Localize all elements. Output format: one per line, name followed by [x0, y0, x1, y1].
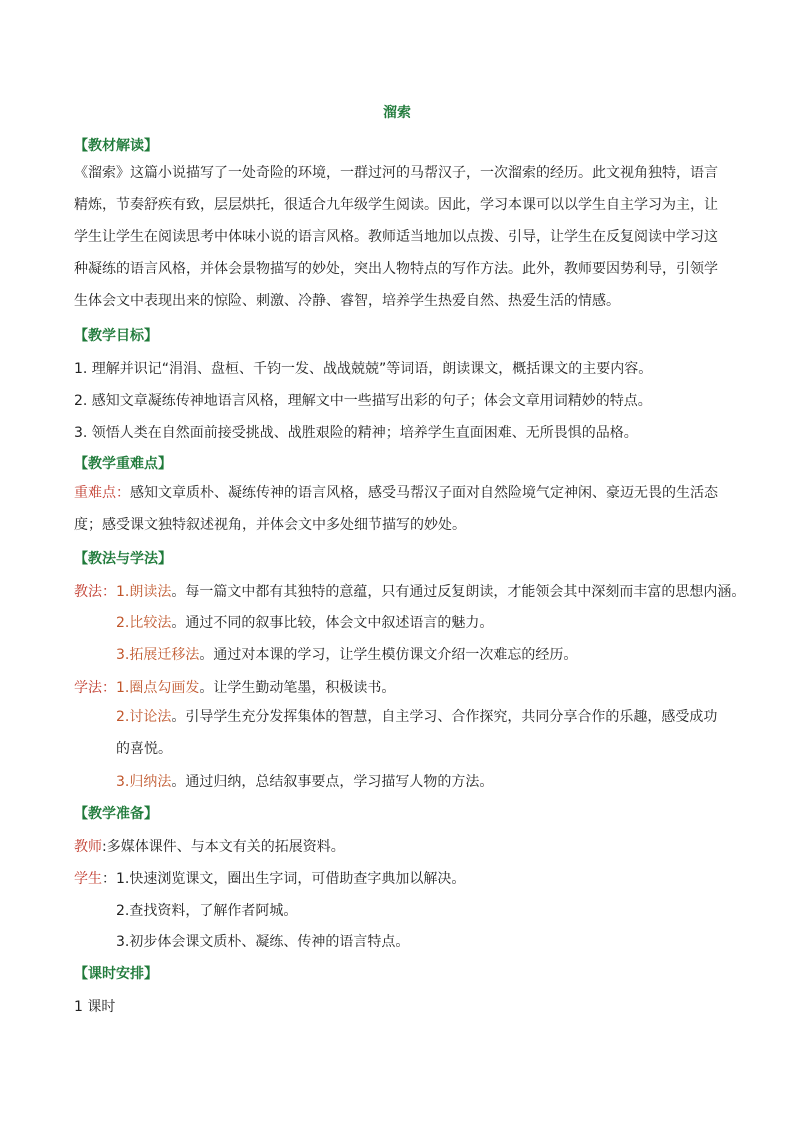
teaching-label: 教法：	[74, 584, 116, 600]
student-preparation-2: 2.查找资料，了解作者阿城。	[116, 903, 298, 919]
schedule-text: 1 课时	[74, 999, 116, 1015]
teaching-method-3: 3.拓展迁移法。通过对本课的学习，让学生模仿课文介绍一次难忘的经历。	[116, 647, 578, 663]
key-points-label: 重难点：	[74, 485, 130, 501]
method-name: 讨论法	[129, 709, 172, 725]
objective-item-3: 3. 领悟人类在自然面前接受挑战、战胜艰险的精神；培养学生直面困难、无所畏惧的品格。	[74, 425, 638, 441]
section-heading-schedule: 【课时安排】	[74, 966, 158, 982]
section-heading-preparation: 【教学准备】	[74, 806, 158, 822]
teaching-method-1: 教法：1.朗读法。每一篇文中都有其独特的意蕴，只有通过反复朗读，才能领会其中深刻而丰富的思想内涵。	[74, 584, 746, 600]
learning-method-1: 学法：1.圈点勾画发。让学生勤动笔墨，积极读书。	[74, 680, 396, 696]
objective-item-1: 1. 理解并识记“涓涓、盘桓、千钧一发、战战兢兢”等词语，朗读课文，概括课文的主要内容。	[74, 361, 653, 377]
method-name: 拓展迁移法	[129, 647, 200, 663]
method-name: 归纳法	[129, 774, 172, 790]
method-name: 朗读法	[129, 584, 172, 600]
teacher-label: 教师	[74, 839, 102, 855]
textbook-analysis-paragraph: 《溜索》这篇小说描写了一处奇险的环境，一群过河的马帮汉子，一次溜索的经历。此文视角独特，语言精炼，节奏舒疾有致，层层烘托，很适合九年级学生阅读。因此，学习本课可以以学生自主学习为主，让学生让学生在阅读思考中体味小说的语言风格。教师适当地加以点拨、引导，让学生在反复阅读中学习这种凝练的语言风格，并体会景物描写的妙处，突出人物特点的写作方法。此外，教师要因势利导，引领学生体会文中表现出来的惊险、刺激、冷静、睿智，培养学生热爱自然、热爱生活的情感。	[74, 165, 718, 309]
teacher-preparation: 教师:多媒体课件、与本文有关的拓展资料。	[74, 839, 345, 855]
method-name: 比较法	[129, 615, 172, 631]
section-heading-key-points: 【教学重难点】	[74, 456, 172, 472]
objective-item-2: 2. 感知文章凝练传神地语言风格，理解文中一些描写出彩的句子；体会文章用词精妙的特点。	[74, 393, 652, 409]
method-name: 圈点勾画发	[129, 680, 200, 696]
student-label: 学生	[74, 871, 102, 887]
student-preparation-3: 3.初步体会课文质朴、凝练、传神的语言特点。	[116, 934, 410, 950]
teaching-method-2: 2.比较法。通过不同的叙事比较，体会文中叙述语言的魅力。	[116, 615, 494, 631]
page-title: 溜索	[383, 105, 411, 121]
section-heading-textbook: 【教材解读】	[74, 138, 158, 154]
section-heading-methods: 【教法与学法】	[74, 551, 172, 567]
learning-label: 学法：	[74, 680, 116, 696]
key-points-paragraph	[74, 477, 726, 541]
key-points-text: 感知文章质朴、凝练传神的语言风格，感受马帮汉子面对自然险境气定神闲、豪迈无畏的生活态度；感受课文独特叙述视角，并体会文中多处细节描写的妙处。	[74, 485, 718, 533]
learning-method-3: 3.归纳法。通过归纳，总结叙事要点，学习描写人物的方法。	[116, 774, 494, 790]
student-preparation-1: 学生：1.快速浏览课文，圈出生字词，可借助查字典加以解决。	[74, 871, 466, 887]
learning-method-2: 2.讨论法。引导学生充分发挥集体的智慧，自主学习、合作探究，共同分享合作的乐趣，感受成功的喜悦。	[116, 709, 718, 757]
section-heading-objectives: 【教学目标】	[74, 328, 158, 344]
